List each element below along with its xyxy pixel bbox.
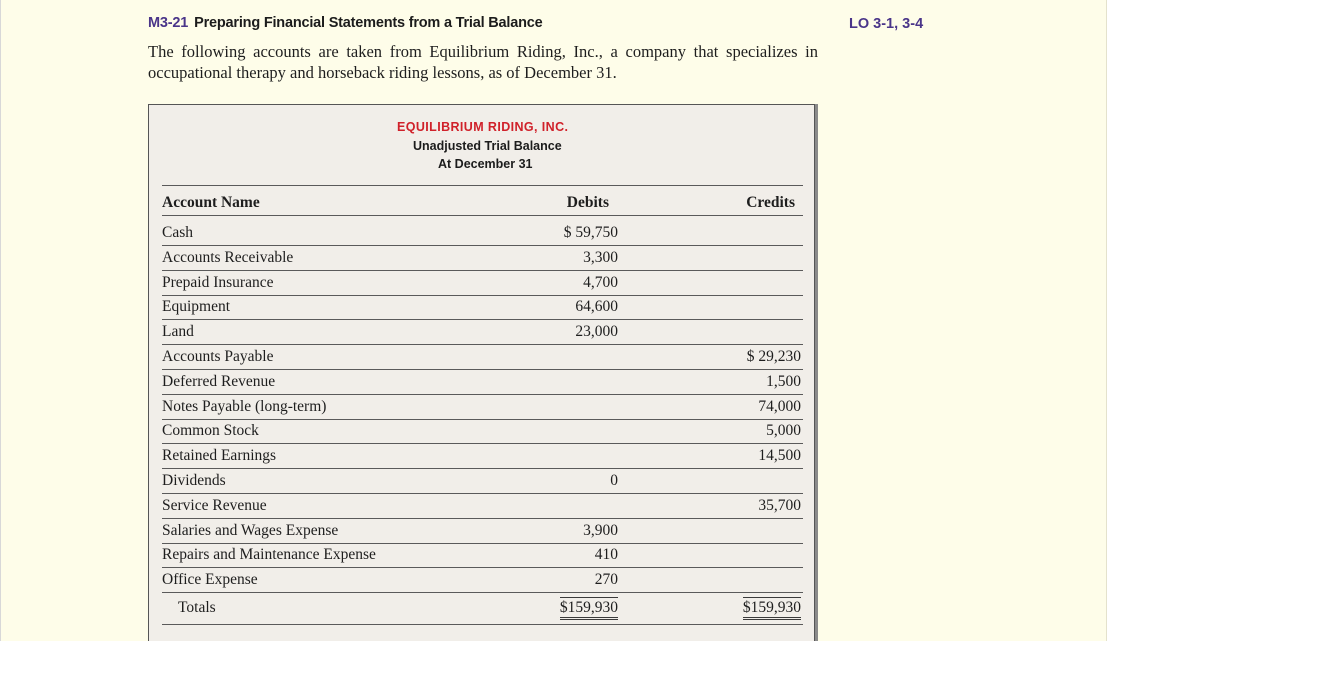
account-debit: 64,600 bbox=[575, 298, 618, 316]
row-rule bbox=[162, 543, 803, 544]
row-rule bbox=[162, 443, 803, 444]
account-credit: 74,000 bbox=[758, 397, 801, 415]
header-top-rule bbox=[162, 185, 803, 186]
row-rule bbox=[162, 369, 803, 370]
account-name: Salaries and Wages Expense bbox=[162, 521, 339, 539]
account-name: Cash bbox=[162, 224, 193, 241]
company-name: EQUILIBRIUM RIDING, INC. bbox=[397, 120, 569, 134]
account-name: Equipment bbox=[162, 298, 231, 316]
header-bottom-rule bbox=[162, 215, 803, 216]
totals-label: Totals bbox=[178, 599, 216, 616]
problem-intro: The following accounts are taken from Equilibrium Riding, Inc., a company that specializes in occupational therapy and horseback riding lessons, as of December 31. bbox=[148, 42, 818, 82]
account-debit: 410 bbox=[594, 546, 618, 564]
table-bottom-rule bbox=[162, 624, 803, 625]
account-debit: 4,700 bbox=[583, 273, 618, 291]
account-credit: 14,500 bbox=[758, 447, 801, 465]
account-name: Prepaid Insurance bbox=[162, 273, 274, 291]
row-rule bbox=[162, 419, 803, 420]
totals-credit: $159,930 bbox=[743, 597, 801, 620]
account-debit: 3,300 bbox=[583, 248, 618, 266]
row-rule bbox=[162, 518, 803, 519]
account-name: Accounts Payable bbox=[162, 348, 274, 365]
row-rule bbox=[162, 493, 803, 494]
totals-debit: $159,930 bbox=[560, 597, 618, 620]
row-rule bbox=[162, 567, 803, 568]
account-credit: 35,700 bbox=[758, 496, 801, 514]
row-rule bbox=[162, 270, 803, 271]
column-header-debits: Debits bbox=[566, 194, 609, 211]
row-rule bbox=[162, 245, 803, 246]
row-rule bbox=[162, 295, 803, 296]
statement-date: At December 31 bbox=[438, 157, 533, 171]
account-credit: $ 29,230 bbox=[746, 348, 801, 365]
account-debit: 23,000 bbox=[575, 323, 618, 341]
account-name: Repairs and Maintenance Expense bbox=[162, 546, 376, 564]
problem-title: Preparing Financial Statements from a Trial Balance bbox=[194, 15, 543, 31]
row-rule bbox=[162, 319, 803, 320]
row-rule bbox=[162, 592, 803, 593]
account-name: Common Stock bbox=[162, 422, 259, 440]
trial-balance-table bbox=[148, 104, 815, 641]
account-name: Office Expense bbox=[162, 571, 258, 589]
problem-heading bbox=[148, 15, 543, 31]
account-name: Service Revenue bbox=[162, 496, 267, 514]
account-debit: 0 bbox=[610, 472, 618, 489]
account-name: Accounts Receivable bbox=[162, 248, 294, 266]
account-name: Notes Payable (long-term) bbox=[162, 397, 327, 415]
column-header-credits: Credits bbox=[746, 194, 795, 211]
statement-name: Unadjusted Trial Balance bbox=[413, 139, 562, 153]
account-name: Dividends bbox=[162, 472, 226, 489]
account-name: Land bbox=[162, 323, 194, 341]
account-name: Retained Earnings bbox=[162, 447, 277, 465]
account-debit: $ 59,750 bbox=[563, 224, 618, 241]
account-debit: 3,900 bbox=[583, 521, 618, 539]
problem-code: M3-21 bbox=[148, 15, 189, 31]
account-name: Deferred Revenue bbox=[162, 372, 276, 390]
account-debit: 270 bbox=[594, 571, 618, 589]
account-credit: 5,000 bbox=[766, 422, 801, 440]
column-header-account-name: Account Name bbox=[162, 194, 260, 211]
row-rule bbox=[162, 394, 803, 395]
row-rule bbox=[162, 468, 803, 469]
learning-objectives: LO 3-1, 3-4 bbox=[849, 16, 924, 32]
account-credit: 1,500 bbox=[766, 372, 801, 390]
row-rule bbox=[162, 344, 803, 345]
